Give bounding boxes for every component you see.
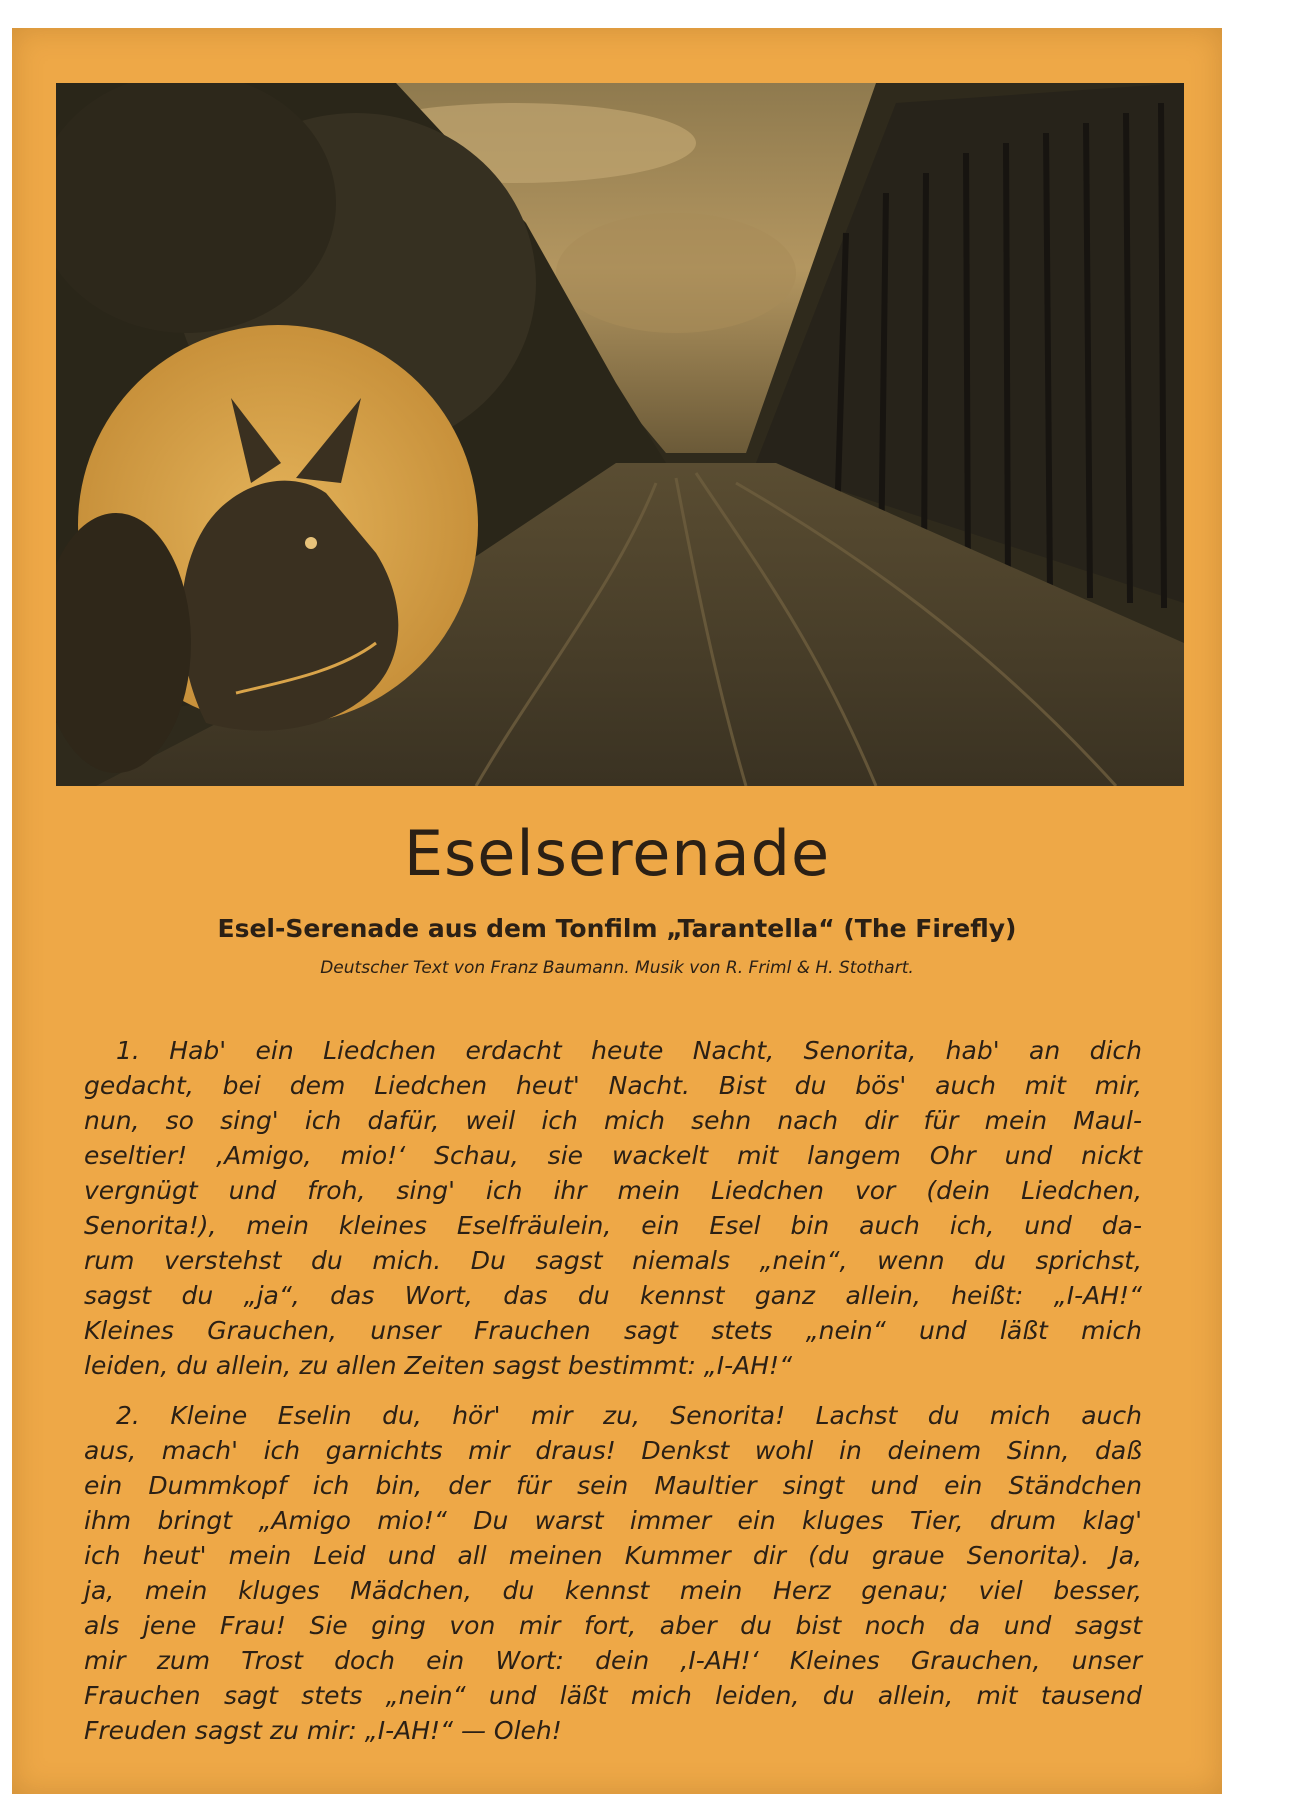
verse-line: gedacht, bei dem Liedchen heut' Nacht. Bist du bös' auch mit mir, — [84, 1071, 1142, 1100]
verse-line: ich heut' mein Leid und all meinen Kummer dir (du graue Senorita). Ja, — [84, 1541, 1142, 1570]
verse-line: Freuden sagst zu mir: „I-AH!“ — Oleh! — [84, 1716, 562, 1745]
verse-line: als jene Frau! Sie ging von mir fort, aber du bist noch da und sagst — [84, 1611, 1142, 1640]
song-subtitle: Esel-Serenade aus dem Tonfilm „Tarantella“ (The Firefly) — [217, 914, 1017, 943]
verse-line: leiden, du allein, zu allen Zeiten sagst bestimmt: „I-AH!“ — [84, 1351, 793, 1380]
verse-line: ja, mein kluges Mädchen, du kennst mein Herz genau; viel besser, — [84, 1576, 1142, 1605]
verse-line: vergnügt und froh, sing' ich ihr mein Liedchen vor (dein Liedchen, — [84, 1176, 1142, 1205]
verse-1 — [84, 1033, 1142, 1383]
verse-line: eseltier! ‚Amigo, mio!‘ Schau, sie wackelt mit langem Ohr und nickt — [84, 1141, 1142, 1170]
verse-line: sagst du „ja“, das Wort, das du kennst ganz allein, heißt: „I-AH!“ — [84, 1281, 1142, 1310]
verse-line: ihm bringt „Amigo mio!“ Du warst immer ein kluges Tier, drum klag' — [84, 1506, 1142, 1535]
forest-road-photo — [56, 83, 1184, 786]
postcard — [12, 28, 1222, 1794]
verse-line: aus, mach' ich garnichts mir draus! Denkst wohl in deinem Sinn, daß — [84, 1436, 1142, 1465]
verse-line: Frauchen sagt stets „nein“ und läßt mich leiden, du allein, mit tausend — [84, 1681, 1142, 1710]
song-title: Eselserenade — [403, 817, 831, 890]
verse-line: nun, so sing' ich dafür, weil ich mich sehn nach dir für mein Maul- — [84, 1106, 1142, 1135]
verse-line: rum verstehst du mich. Du sagst niemals „nein“, wenn du sprichst, — [84, 1246, 1142, 1275]
verse-line: ein Dummkopf ich bin, der für sein Maultier singt und ein Ständchen — [84, 1471, 1142, 1500]
verse-2 — [84, 1398, 1142, 1748]
verse-line: 2. Kleine Eselin du, hör' mir zu, Senorita! Lachst du mich auch — [116, 1401, 1142, 1430]
song-credits: Deutscher Text von Franz Baumann. Musik von R. Friml & H. Stothart. — [320, 958, 914, 978]
verse-line: 1. Hab' ein Liedchen erdacht heute Nacht, Senorita, hab' an dich — [116, 1036, 1142, 1065]
verse-line: Senorita!), mein kleines Eselfräulein, ein Esel bin auch ich, und da- — [84, 1211, 1142, 1240]
verse-line: Kleines Grauchen, unser Frauchen sagt stets „nein“ und läßt mich — [84, 1316, 1142, 1345]
verse-line: mir zum Trost doch ein Wort: dein ‚I-AH!‘ Kleines Grauchen, unser — [84, 1646, 1142, 1675]
